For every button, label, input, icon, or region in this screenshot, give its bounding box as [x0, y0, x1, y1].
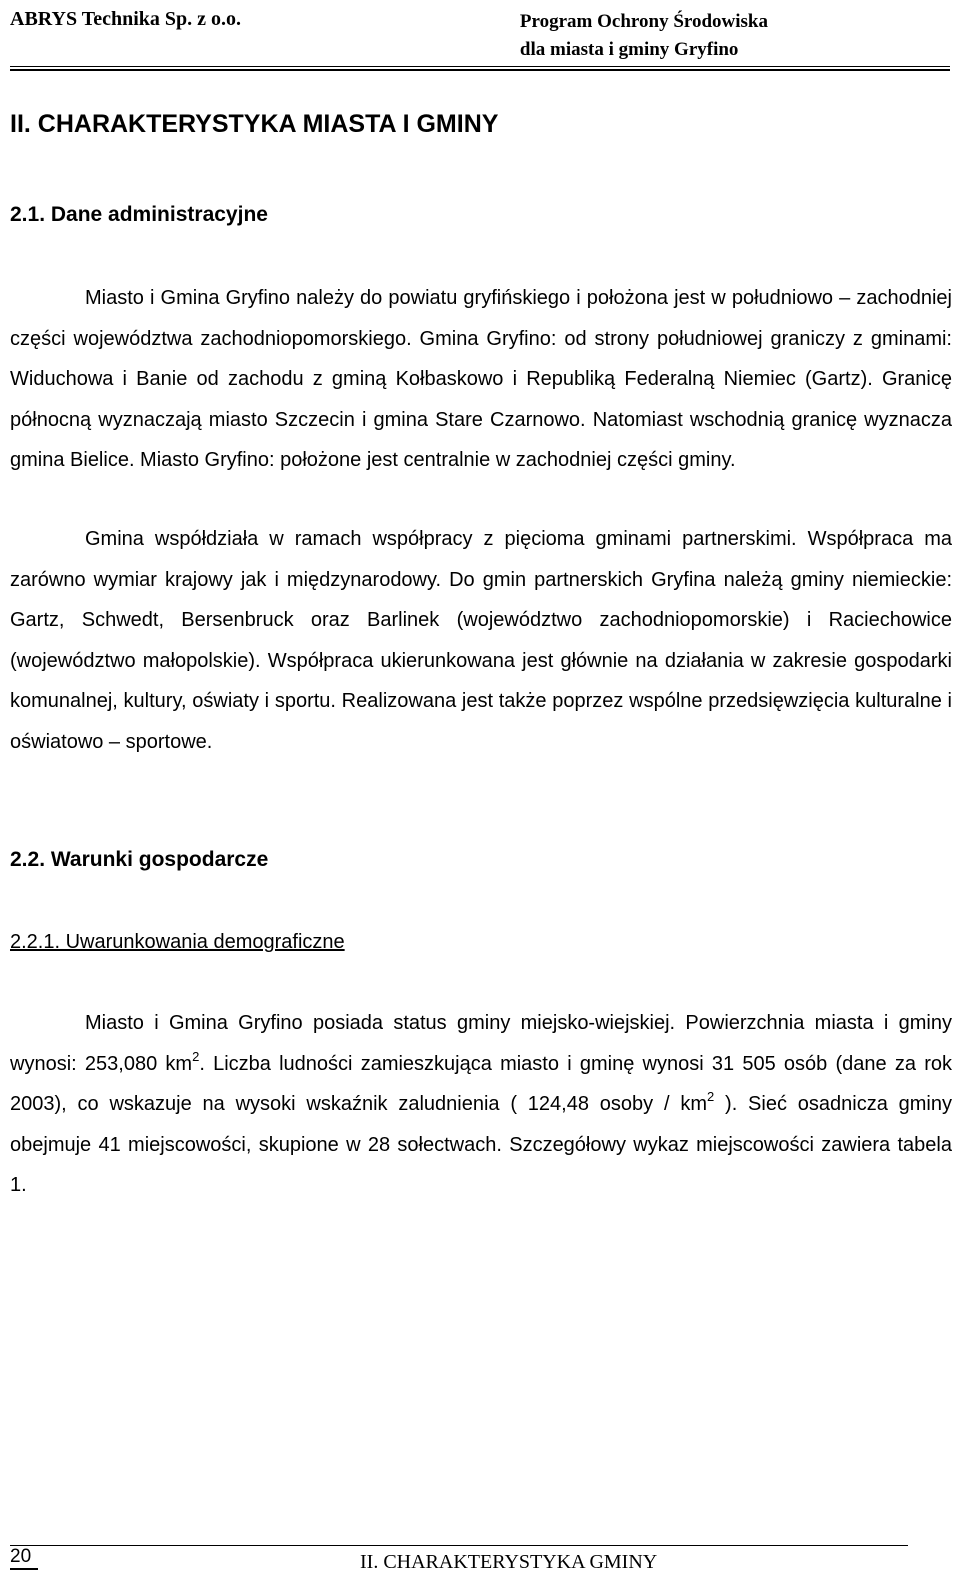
page-number: 20 [10, 1546, 32, 1567]
paragraph-partnership: Gmina współdziała w ramach współpracy z pięcioma gminami partnerskimi. Współpraca ma zarówno wymiar krajowy jak i międzynarodowy. Do gmin partnerskich Gryfina należą gminy niemieckie: Gartz, Schwedt, Bersenbruck oraz Barlinek (województwo zachodniopomorskie) i Raciechowice (województwo małopolskie). Współpraca ukierunkowana jest głównie na działania w zakresie gospodarki komunalnej, kultury, oświaty i sportu. Realizowana jest także poprzez wspólne przedsięwzięcia kulturalne i oświatowo – sportowe. [10, 528, 952, 753]
page-header [10, 4, 950, 66]
header-company: ABRYS Technika Sp. z o.o. [10, 8, 242, 30]
page-number-rule [10, 1568, 38, 1570]
paragraph-administrative: Miasto i Gmina Gryfino należy do powiatu gryfińskiego i położona jest w południowo – zachodniej części województwa zachodniopomorskiego. Gmina Gryfino: od strony południowej graniczy z gminami: Widuchowa i Banie od zachodu z gminą Kołbaskowo i Republiką Federalną Niemiec (Gartz). Granicę północną wyznaczają miasto Szczecin i gmina Stare Czarnowo. Natomiast wschodnią granicę wyznacza gmina Bielice. Miasto Gryfino: położone jest centralnie w zachodniej części gminy. [10, 287, 952, 471]
chapter-title: II. CHARAKTERYSTYKA MIASTA I GMINY [10, 110, 499, 138]
demographics-text-3: ). Sieć osadnicza gminy obejmuje 41 miejscowości, skupione w 28 sołectwach. Szczegółowy wykaz miejscowości zawiera tabela 1. [10, 1093, 952, 1196]
section-title-2-1: 2.1. Dane administracyjne [10, 203, 268, 226]
paragraph-demographics [10, 1003, 952, 1206]
subsection-title-2-2-1: 2.2.1. Uwarunkowania demograficzne [10, 931, 345, 953]
demographics-text-1: Miasto i Gmina Gryfino posiada status gminy miejsko-wiejskiej. Powierzchnia miasta i gminy wynosi: 253,080 km [10, 1012, 952, 1075]
header-program [520, 8, 768, 64]
header-program-line1: Program Ochrony Środowiska [519, 11, 768, 32]
footer-rule [10, 1545, 908, 1546]
superscript-density: 2 [706, 1089, 715, 1104]
header-rule [10, 66, 950, 67]
superscript-area: 2 [192, 1048, 200, 1064]
header-program-line2: dla miasta i gminy Gryfino [519, 39, 739, 60]
footer-chapter: II. CHARAKTERYSTYKA GMINY [360, 1551, 658, 1573]
demographics-text-2: . Liczba ludności zamieszkująca miasto i gminę wynosi 31 505 osób (dane za rok 2003), co wskazuje na wysoki wskaźnik zaludnienia ( 124,48 osoby / km [10, 1052, 952, 1115]
header-rule-thick [10, 69, 950, 71]
section-title-2-2: 2.2. Warunki gospodarcze [10, 848, 269, 871]
